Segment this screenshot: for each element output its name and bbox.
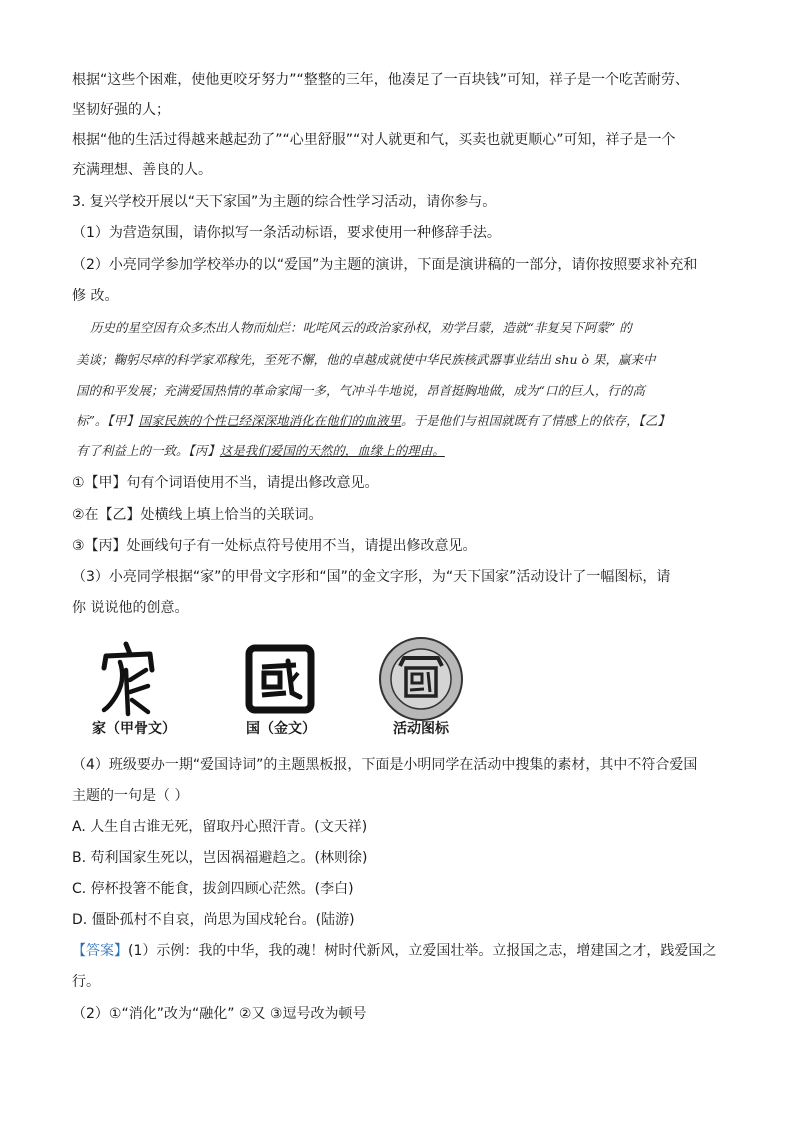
option-d: D. 僵卧孤村不自哀，尚思为国戍轮台。(陆游): [72, 912, 355, 928]
answer-line-2: 行。: [72, 974, 100, 990]
passage-line-5: [76, 441, 736, 461]
jia-underlined-sentence: 国家民族的个性已经深深地消化在他们的血液里: [138, 413, 402, 428]
analysis-line-4: 充满理想、善良的人。: [72, 162, 212, 178]
sub-question-2-line-1: （2）小亮同学参加学校举办的以“爱国”为主题的演讲，下面是演讲稿的一部分，请你按照要求补充和: [72, 257, 698, 273]
sub-question-3-line-2: 你 说说他的创意。: [72, 600, 189, 616]
task-2: ②在【乙】处横线上填上恰当的关联词。: [72, 507, 323, 523]
analysis-line-1: 根据“这些个困难，使他更咬牙努力”“整整的三年，他凑足了一百块钱”可知，祥子是一个吃苦耐劳、: [72, 72, 690, 88]
sub-question-2-line-2: 修 改。: [72, 288, 119, 304]
activity-icon-image: [378, 636, 464, 722]
guo-caption: 国（金文）: [246, 721, 316, 737]
passage-line-2: 美谈；鞠躬尽瘁的科学家邓稼先，至死不懈，他的卓越成就使中华民族核武器事业结出 shu ò 果，赢来中: [76, 352, 656, 367]
sub-question-4-line-1: （4）班级要办一期“爱国诗词”的主题黑板报，下面是小明同学在活动中搜集的素材，其中不符合爱国: [72, 757, 698, 773]
passage-line-5-pre: 有了利益上的一致。【丙】: [76, 443, 220, 458]
analysis-line-2: 坚韧好强的人；: [72, 102, 170, 118]
answer-text-1: (1）示例：我的中华，我的魂！树时代新风，立爱国壮举。立报国之志，增建国之才，践爱国之: [128, 943, 717, 959]
option-b: B. 苟利国家生死以，岂因祸福避趋之。(林则徐): [72, 850, 368, 866]
jia-caption: 家（甲骨文）: [92, 721, 176, 737]
passage-line-3: 国的和平发展；充满爱国热情的革命家闻一多，气冲斗牛地说，昂首挺胸地做，成为“口的巨人，行的高: [76, 383, 645, 398]
jia-oracle-glyph-image: [96, 640, 160, 718]
task-3: ③【丙】处画线句子有一处标点符号使用不当，请提出修改意见。: [72, 538, 477, 554]
passage-line-4: [76, 411, 736, 431]
guo-bronze-glyph-image: [244, 643, 316, 715]
task-1: ①【甲】句有个词语使用不当，请提出修改意见。: [72, 475, 379, 491]
passage-line-4-post: 。于是他们与祖国就既有了情感上的依存，【乙】: [401, 413, 670, 428]
analysis-line-3: 根据“他的生活过得越来越起劲了”“心里舒服”“对人就更和气，买卖也就更顺心”可知，祥子是一个: [72, 132, 676, 148]
option-a: A. 人生自古谁无死，留取丹心照汗青。(文天祥): [72, 819, 368, 835]
answer-line-3: （2）①“消化”改为“融化” ②又 ③逗号改为顿号: [72, 1006, 367, 1022]
sub-question-3-line-1: （3）小亮同学根据“家”的甲骨文字形和“国”的金文字形，为“天下国家”活动设计了一幅图标，请: [72, 569, 671, 585]
passage-line-4-pre: 标”。【甲】: [76, 413, 139, 428]
option-c: C. 停杯投箸不能食，拔剑四顾心茫然。(李白): [72, 881, 354, 897]
bing-underlined-sentence: 这是我们爱国的天然的，血缘上的理由。: [219, 443, 445, 458]
answer-tag: 【答案】: [72, 943, 128, 959]
question-3-stem: 3. 复兴学校开展以“天下家国”为主题的综合性学习活动，请你参与。: [72, 194, 497, 210]
sub-question-1: （1）为营造氛围，请你拟写一条活动标语，要求使用一种修辞手法。: [72, 225, 501, 241]
sub-question-4-line-2: 主题的一句是（ ）: [72, 788, 189, 804]
activity-icon-caption: 活动图标: [393, 721, 449, 737]
passage-line-1: 历史的星空因有众多杰出人物而灿烂：叱咤风云的政治家孙权，劝学吕蒙，造就“非复吴下阿蒙” 的: [90, 320, 632, 335]
answer-line-1: [72, 941, 732, 961]
